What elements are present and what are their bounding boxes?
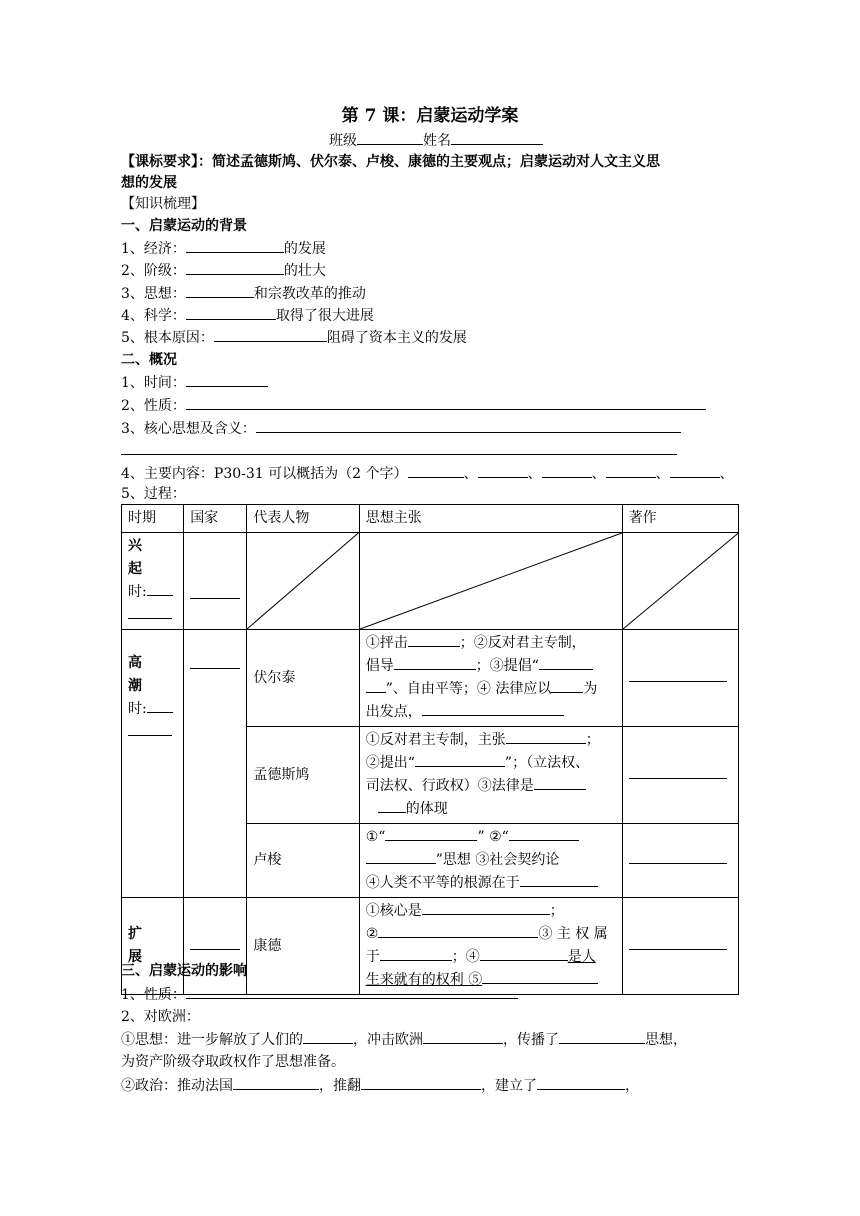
answer-blank[interactable] xyxy=(537,1075,625,1090)
answer-blank[interactable] xyxy=(509,826,579,841)
header-ideas: 思想主张 xyxy=(359,505,622,533)
answer-blank[interactable] xyxy=(190,584,240,599)
text: 是人 xyxy=(567,949,596,965)
section-1-heading: 一、启蒙运动的背景 xyxy=(121,218,247,234)
text: ①抨击 xyxy=(365,635,408,651)
text: ；④ xyxy=(451,949,480,965)
item-label: 1、时间： xyxy=(121,375,186,391)
header-figure: 代表人物 xyxy=(247,505,359,533)
answer-blank[interactable] xyxy=(606,463,656,478)
text: ；②反对君主专制， xyxy=(459,635,586,651)
curriculum-line-1 xyxy=(121,152,660,172)
period-rise: 兴 起 时: xyxy=(122,533,184,630)
class-blank[interactable] xyxy=(357,130,423,145)
text: ”；（立法权、 xyxy=(504,755,590,771)
table-row-voltaire xyxy=(122,630,739,727)
answer-blank[interactable] xyxy=(423,1029,503,1044)
ideas-rise-crossed xyxy=(359,533,622,630)
overview-nature xyxy=(121,395,706,416)
overview-content: 4、主要内容：P30-31 可以概括为（2 个字） 、 、 、 、 、 xyxy=(121,463,734,484)
text: ，传播了 xyxy=(503,1032,559,1048)
influence-nature xyxy=(121,984,518,1005)
answer-blank[interactable] xyxy=(361,1075,481,1090)
answer-blank[interactable] xyxy=(542,463,592,478)
ideas-kant xyxy=(359,898,622,995)
answer-blank[interactable] xyxy=(422,900,550,915)
works-rousseau xyxy=(622,824,738,898)
item-label: 2、性质： xyxy=(121,398,186,414)
ideas-rousseau xyxy=(359,824,622,898)
text: ，推翻 xyxy=(319,1078,361,1094)
overview-time xyxy=(121,372,268,393)
influence-thought-2: 为资产阶级夺取政权作了思想准备。 xyxy=(121,1054,345,1070)
text: ，冲击欧洲 xyxy=(353,1032,423,1048)
ideas-montesquieu xyxy=(359,727,622,824)
bg-science xyxy=(121,305,374,326)
item-label: 5、根本原因： xyxy=(121,330,214,346)
text: ； xyxy=(549,903,564,919)
text: 为 xyxy=(583,681,598,697)
answer-blank[interactable] xyxy=(121,440,677,455)
item-label: 1、性质： xyxy=(121,987,186,1003)
text: ①思想：进一步解放了人们的 xyxy=(121,1032,303,1048)
answer-blank[interactable] xyxy=(186,260,284,275)
answer-blank[interactable] xyxy=(128,604,172,619)
text: ①核心是 xyxy=(365,903,422,919)
period-suffix: 时 xyxy=(128,701,142,717)
diagonal-line-icon xyxy=(623,533,738,629)
works-kant xyxy=(622,898,738,995)
text: ①反对君主专制，主张 xyxy=(365,732,506,748)
period-label: 扩 展 xyxy=(128,926,152,965)
name-blank[interactable] xyxy=(451,130,543,145)
period-suffix: 时 xyxy=(128,584,142,600)
country-rise xyxy=(184,533,247,630)
text: ②政治：推动法国 xyxy=(121,1078,233,1094)
text: 司法权、行政权）③法律是 xyxy=(365,778,534,794)
text: ；③提倡“ xyxy=(475,658,539,674)
answer-blank[interactable] xyxy=(629,667,727,682)
answer-blank[interactable] xyxy=(629,764,727,779)
answer-blank[interactable] xyxy=(366,678,386,693)
item-label: 3、核心思想及含义： xyxy=(121,421,256,437)
country-peak xyxy=(184,630,247,898)
text: 的体现 xyxy=(405,801,448,817)
item-label: 4、主要内容：P30-31 可以概括为（2 个字） xyxy=(121,466,408,482)
item-label: 2、阶级： xyxy=(121,263,186,279)
curriculum-text-1: ：简述孟德斯鸠、伏尔泰、卢梭、康德的主要观点；启蒙运动对人文主义思 xyxy=(198,154,660,170)
overview-process: 5、过程： xyxy=(121,486,186,502)
header-works: 著作 xyxy=(622,505,738,533)
bg-root-cause xyxy=(121,327,467,348)
answer-blank[interactable] xyxy=(190,654,240,669)
text: ”、自由平等；④ 法律应以 xyxy=(385,681,552,697)
influence-europe: 2、对欧洲： xyxy=(121,1009,200,1025)
header-period: 时期 xyxy=(122,505,184,533)
text: ， xyxy=(625,1078,639,1094)
answer-blank[interactable] xyxy=(551,678,583,693)
curriculum-tag: 【课标要求】 xyxy=(121,154,198,170)
diagonal-line-icon xyxy=(360,533,622,629)
answer-blank[interactable] xyxy=(559,1029,645,1044)
answer-blank[interactable] xyxy=(303,1029,353,1044)
process-table xyxy=(121,504,739,995)
item-text: 和宗教改革的推动 xyxy=(253,286,366,302)
bg-economy xyxy=(121,238,326,259)
answer-blank[interactable] xyxy=(629,849,727,864)
text: ①“ xyxy=(365,829,386,845)
text: 思想， xyxy=(645,1032,687,1048)
answer-blank[interactable] xyxy=(506,729,586,744)
item-label: 4、科学： xyxy=(121,308,186,324)
answer-blank[interactable] xyxy=(408,632,460,647)
answer-blank[interactable] xyxy=(147,581,173,596)
section-3-heading: 三、启蒙运动的影响 xyxy=(121,963,247,979)
answer-blank[interactable] xyxy=(233,1075,319,1090)
text: ②提出“ xyxy=(365,755,415,771)
answer-blank[interactable] xyxy=(408,463,464,478)
period-label: 兴 起 xyxy=(128,538,152,577)
item-text: 阻碍了资本主义的发展 xyxy=(326,330,467,346)
table-row-rise xyxy=(122,533,739,630)
answer-blank[interactable] xyxy=(186,305,276,320)
period-peak: 高 潮 时: xyxy=(122,630,184,898)
answer-blank[interactable] xyxy=(422,701,564,716)
answer-blank[interactable] xyxy=(186,984,518,999)
bg-thought xyxy=(121,283,366,304)
item-label: 1、经济： xyxy=(121,241,186,257)
name-label: 姓名 xyxy=(423,133,451,149)
text: ”思想 ③社会契约论 xyxy=(435,852,560,868)
answer-blank[interactable] xyxy=(256,418,681,433)
overview-core xyxy=(121,418,681,439)
period-label: 高 潮 xyxy=(128,655,152,694)
answer-blank[interactable] xyxy=(186,372,268,387)
answer-blank[interactable] xyxy=(186,238,284,253)
figure-montesquieu: 孟德斯鸠 xyxy=(247,727,359,824)
figure-voltaire: 伏尔泰 xyxy=(247,630,359,727)
works-rise-crossed xyxy=(622,533,738,630)
answer-blank[interactable] xyxy=(378,923,538,938)
answer-blank[interactable] xyxy=(380,946,452,961)
text: ，建立了 xyxy=(481,1078,537,1094)
figure-rise-crossed xyxy=(247,533,359,630)
header-country: 国家 xyxy=(184,505,247,533)
works-montesquieu xyxy=(622,727,738,824)
answer-blank[interactable] xyxy=(670,463,720,478)
text: ② xyxy=(365,926,379,942)
answer-blank[interactable] xyxy=(520,872,598,887)
answer-blank[interactable] xyxy=(190,935,240,950)
answer-blank[interactable] xyxy=(482,969,598,984)
curriculum-line-2: 想的发展 xyxy=(121,175,177,191)
influence-thought xyxy=(121,1029,687,1050)
text: ④人类不平等的根源在于 xyxy=(365,875,520,891)
answer-blank[interactable] xyxy=(186,283,254,298)
class-name-line xyxy=(329,130,543,151)
answer-blank[interactable] xyxy=(214,327,327,342)
answer-blank[interactable] xyxy=(385,826,477,841)
overview-core-continued xyxy=(121,440,677,461)
answer-blank[interactable] xyxy=(366,849,436,864)
answer-blank[interactable] xyxy=(415,752,505,767)
answer-blank[interactable] xyxy=(480,946,568,961)
ideas-voltaire xyxy=(359,630,622,727)
text: 倡导 xyxy=(365,658,394,674)
answer-blank[interactable] xyxy=(378,798,406,813)
diagonal-line-icon xyxy=(247,533,358,629)
item-text: 的发展 xyxy=(283,241,326,257)
text: 于 xyxy=(365,949,380,965)
item-text: 取得了很大进展 xyxy=(275,308,374,324)
text: ” ②“ xyxy=(477,829,509,845)
text: 生来就有的权利 ⑤ xyxy=(365,972,483,988)
text: 出发点， xyxy=(365,704,422,720)
text: ③ 主 权 属 xyxy=(538,926,608,942)
page-title: 第 7 课：启蒙运动学案 xyxy=(341,106,519,126)
knowledge-tag: 【知识梳理】 xyxy=(121,196,205,212)
class-label: 班级 xyxy=(329,133,357,149)
item-text: 的壮大 xyxy=(283,263,326,279)
bg-class xyxy=(121,260,326,281)
answer-blank[interactable] xyxy=(478,463,528,478)
answer-blank[interactable] xyxy=(128,721,172,736)
influence-politics xyxy=(121,1075,639,1096)
text: ； xyxy=(585,732,600,748)
section-2-heading: 二、概况 xyxy=(121,352,177,368)
works-voltaire xyxy=(622,630,738,727)
answer-blank[interactable] xyxy=(186,395,706,410)
answer-blank[interactable] xyxy=(394,655,476,670)
answer-blank[interactable] xyxy=(534,775,586,790)
figure-kant: 康德 xyxy=(247,898,359,995)
figure-rousseau: 卢梭 xyxy=(247,824,359,898)
answer-blank[interactable] xyxy=(539,655,593,670)
answer-blank[interactable] xyxy=(629,935,727,950)
item-label: 3、思想： xyxy=(121,286,186,302)
answer-blank[interactable] xyxy=(147,698,173,713)
table-header-row xyxy=(122,505,739,533)
